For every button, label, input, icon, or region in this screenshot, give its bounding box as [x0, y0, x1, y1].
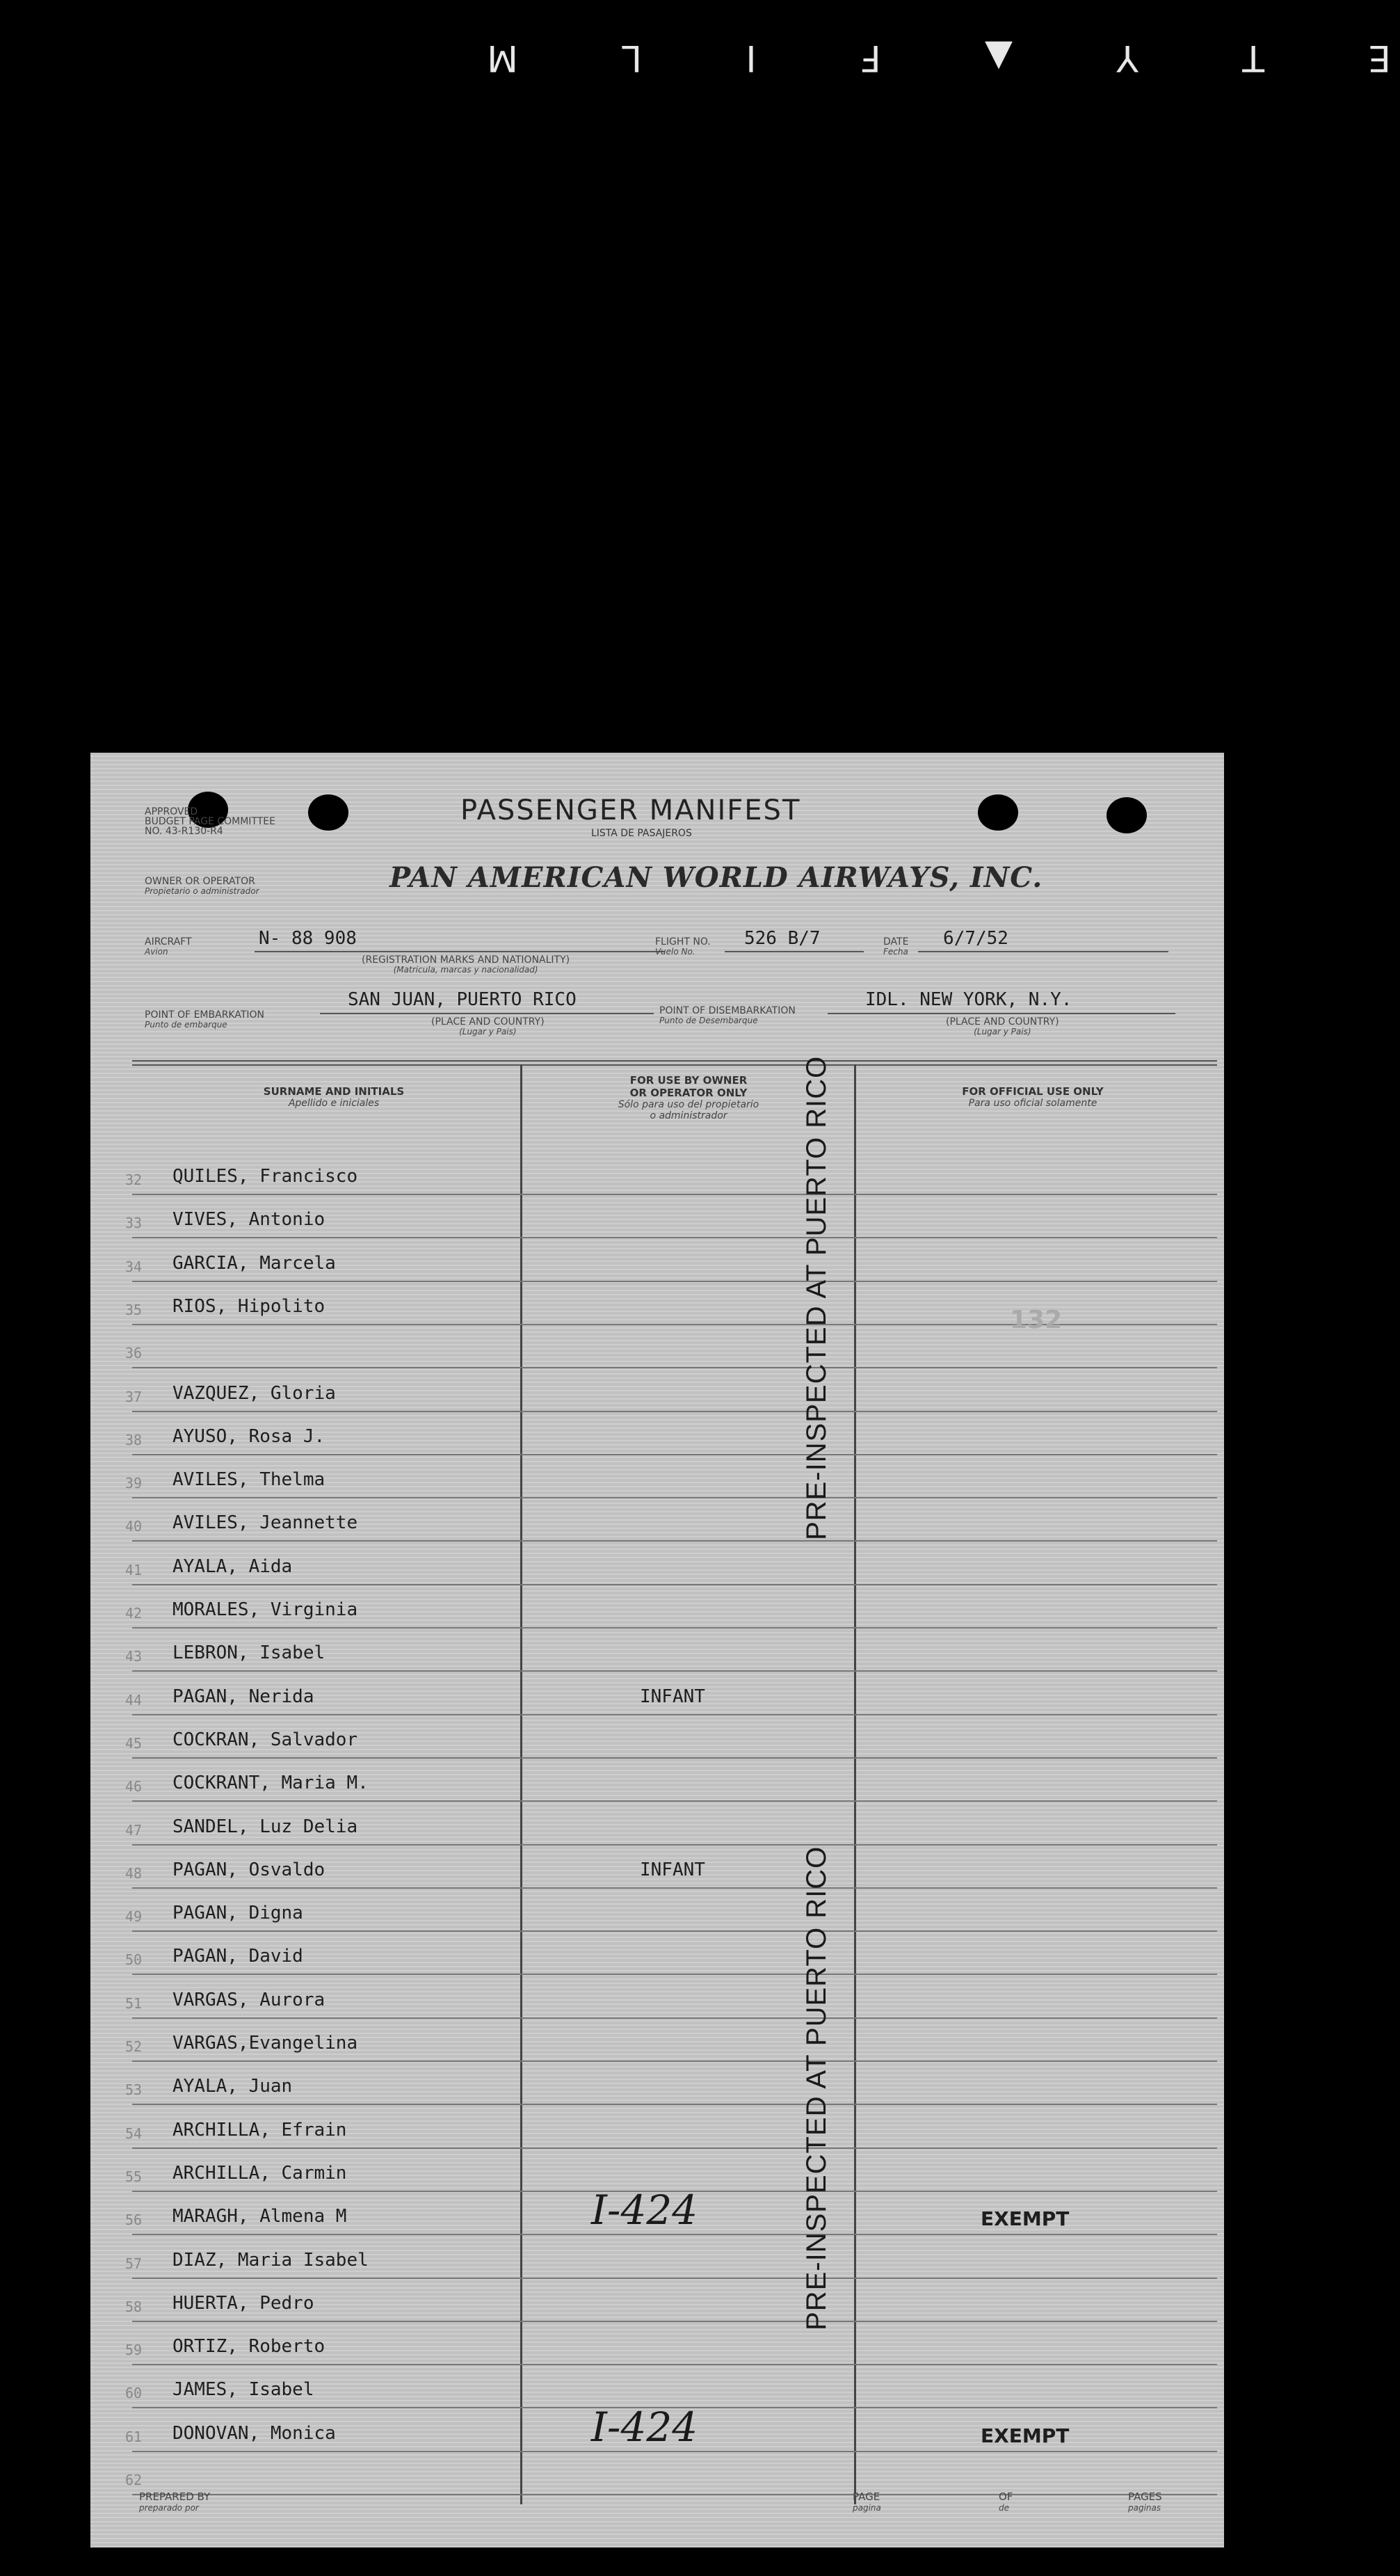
passenger-name: VAZQUEZ, Gloria	[172, 1382, 336, 1404]
row-rule	[132, 2061, 1217, 2062]
passenger-name: LEBRON, Isabel	[172, 1642, 325, 1664]
row-number: 38	[125, 1431, 143, 1448]
row-rule	[132, 1627, 1217, 1629]
passenger-name: HUERTA, Pedro	[172, 2292, 314, 2314]
aircraft-label: AIRCRAFT Avion	[145, 936, 192, 957]
disembark-sub: (PLACE AND COUNTRY) (Lugar y Pais)	[946, 1016, 1059, 1037]
row-rule	[132, 1281, 1217, 1282]
row-rule	[132, 1454, 1217, 1455]
film-header-letter: I	[746, 37, 757, 79]
passenger-name: PAGAN, Digna	[172, 1903, 303, 1924]
row-number: 59	[125, 2342, 143, 2359]
embark-label: POINT OF EMBARKATION Punto de embarque	[145, 1009, 265, 1030]
film-header-letter: M	[487, 37, 518, 79]
passenger-name: COCKRANT, Maria M.	[172, 1773, 369, 1794]
row-rule	[132, 1930, 1217, 1932]
row-number: 46	[125, 1778, 143, 1795]
row-rule	[132, 1800, 1217, 1802]
passenger-name: AYALA, Aida	[172, 1555, 293, 1577]
passenger-name: ARCHILLA, Efrain	[172, 2119, 347, 2141]
disembark-value: IDL. NEW YORK, N.Y.	[865, 989, 1072, 1010]
row-rule	[132, 1714, 1217, 1715]
row-number: 55	[125, 2168, 143, 2185]
flight-value: 526 B/7	[744, 928, 821, 949]
passenger-name: COCKRAN, Salvador	[172, 1729, 358, 1750]
film-header-letter: ▲	[985, 37, 1013, 79]
row-rule	[132, 1194, 1217, 1195]
row-rule	[132, 2104, 1217, 2105]
film-header-letter: Y	[1116, 37, 1138, 79]
table-top-rule	[132, 1060, 1217, 1066]
date-label: DATE Fecha	[883, 936, 909, 957]
punch-hole	[978, 794, 1018, 831]
row-number: 53	[125, 2081, 143, 2099]
row-number: 32	[125, 1171, 143, 1188]
ghost-number: 132	[1010, 1306, 1063, 1334]
flight-label: FLIGHT NO. Vuelo No.	[655, 936, 711, 957]
disembark-label: POINT OF DISEMBARKATION Punto de Desembarque	[659, 1005, 796, 1025]
passenger-name: DIAZ, Maria Isabel	[172, 2249, 369, 2271]
official-column-header: FOR OFFICIAL USE ONLY Para uso oficial solamente	[962, 1085, 1104, 1109]
row-number: 49	[125, 1908, 143, 1926]
row-rule	[132, 1887, 1217, 1889]
row-rule	[132, 1367, 1217, 1368]
passenger-name: RIOS, Hipolito	[172, 1295, 325, 1317]
row-number: 58	[125, 2298, 143, 2315]
row-number: 47	[125, 1821, 143, 1839]
passenger-name: AYALA, Juan	[172, 2076, 293, 2097]
row-number: 56	[125, 2211, 143, 2229]
row-rule	[132, 2147, 1217, 2149]
passenger-name: ARCHILLA, Carmin	[172, 2162, 347, 2184]
row-rule	[132, 2278, 1217, 2279]
passenger-name: JAMES, Isabel	[172, 2379, 314, 2401]
film-header-letter: E	[1368, 37, 1391, 79]
row-number: 62	[125, 2472, 143, 2488]
passenger-name: DONOVAN, Monica	[172, 2422, 336, 2444]
passenger-name: AVILES, Jeannette	[172, 1512, 358, 1534]
punch-hole	[1107, 797, 1147, 833]
embark-sub: (PLACE AND COUNTRY) (Lugar y Pais)	[431, 1016, 545, 1037]
official-status: EXEMPT	[981, 2207, 1070, 2231]
row-number: 60	[125, 2385, 143, 2402]
row-rule	[132, 2321, 1217, 2322]
film-header-letter: L	[622, 37, 643, 79]
passenger-name: SANDEL, Luz Delia	[172, 1816, 358, 1837]
owner-note: INFANT	[640, 1859, 705, 1880]
manifest-paper	[90, 753, 1224, 2547]
passenger-name: AVILES, Thelma	[172, 1469, 325, 1491]
row-rule	[132, 1411, 1217, 1412]
passenger-name: AYUSO, Rosa J.	[172, 1425, 325, 1447]
passenger-name: ORTIZ, Roberto	[172, 2336, 325, 2358]
page-label: PAGE pagina	[853, 2490, 881, 2513]
row-rule	[132, 1540, 1217, 1542]
row-number: 33	[125, 1215, 143, 1232]
row-number: 52	[125, 2038, 143, 2055]
passenger-name: PAGAN, Osvaldo	[172, 1859, 325, 1880]
passenger-name: QUILES, Francisco	[172, 1166, 358, 1187]
passenger-name: GARCIA, Marcela	[172, 1252, 336, 1274]
passenger-name: VIVES, Antonio	[172, 1209, 325, 1231]
date-value: 6/7/52	[943, 928, 1008, 949]
row-number: 44	[125, 1691, 143, 1709]
passenger-name: VARGAS, Aurora	[172, 1989, 325, 2010]
row-number: 35	[125, 1301, 143, 1318]
pre-inspection-stamp: PRE-INSPECTED AT PUERTO RICO	[801, 1055, 832, 1540]
pages-label: PAGES paginas	[1128, 2490, 1162, 2513]
owner-label: OWNER OR OPERATOR Propietario o administrador	[145, 876, 259, 896]
row-rule	[132, 1974, 1217, 1975]
row-number: 57	[125, 2255, 143, 2272]
film-header-letter: F	[860, 37, 881, 79]
row-rule	[132, 1844, 1217, 1846]
row-number: 48	[125, 1864, 143, 1882]
row-number: 45	[125, 1734, 143, 1752]
form-number-handwritten: I-424	[591, 2403, 698, 2451]
film-header	[487, 26, 1391, 89]
film-header-letter: T	[1242, 37, 1264, 79]
row-number: 51	[125, 1994, 143, 2012]
approval-note: APPROVED BUDGET PAGE COMMITTEE NO. 43-R130-R4	[145, 806, 275, 837]
row-number: 50	[125, 1951, 143, 1969]
owner-note: INFANT	[640, 1686, 705, 1707]
pre-inspection-stamp: PRE-INSPECTED AT PUERTO RICO	[801, 1846, 832, 2330]
row-number: 41	[125, 1561, 143, 1578]
owner-value: PAN AMERICAN WORLD AIRWAYS, INC.	[389, 861, 1043, 894]
row-rule	[132, 2234, 1217, 2235]
row-rule	[132, 1237, 1217, 1238]
embark-value: SAN JUAN, PUERTO RICO	[348, 989, 577, 1010]
row-rule	[132, 2364, 1217, 2365]
of-label: OF de	[999, 2490, 1013, 2513]
name-column-header: SURNAME AND INITIALS Apellido e iniciales	[263, 1085, 405, 1109]
passenger-name: VARGAS,Evangelina	[172, 2033, 358, 2054]
row-rule	[132, 2017, 1217, 2019]
row-rule	[132, 1670, 1217, 1672]
aircraft-value: N- 88 908	[259, 928, 357, 949]
passenger-name: MARAGH, Almena M	[172, 2206, 347, 2227]
row-rule	[132, 1497, 1217, 1498]
passenger-name: PAGAN, Nerida	[172, 1686, 314, 1707]
passenger-name: MORALES, Virginia	[172, 1599, 358, 1620]
aircraft-sub: (REGISTRATION MARKS AND NATIONALITY) (Matricula, marcas y nacionalidad)	[362, 954, 570, 975]
row-number: 61	[125, 2428, 143, 2445]
row-rule	[132, 2494, 1217, 2495]
row-number: 39	[125, 1475, 143, 1492]
row-number: 36	[125, 1345, 143, 1362]
punch-hole	[308, 794, 348, 831]
row-number: 37	[125, 1388, 143, 1405]
official-status: EXEMPT	[981, 2424, 1070, 2447]
row-rule	[132, 1757, 1217, 1759]
page-title: PASSENGER MANIFEST	[460, 794, 801, 826]
row-number: 43	[125, 1648, 143, 1665]
row-rule	[132, 2451, 1217, 2452]
owner-column-header: FOR USE BY OWNER OR OPERATOR ONLY Sólo para uso del propietario o administrador	[618, 1074, 759, 1121]
page-subtitle: LISTA DE PASAJEROS	[591, 828, 692, 839]
row-number: 40	[125, 1518, 143, 1535]
passenger-name: PAGAN, David	[172, 1946, 303, 1967]
row-rule	[132, 1584, 1217, 1585]
form-number-handwritten: I-424	[591, 2186, 698, 2234]
row-number: 34	[125, 1258, 143, 1275]
prepared-by-label: PREPARED BY preparado por	[139, 2490, 211, 2513]
row-number: 54	[125, 2125, 143, 2142]
row-number: 42	[125, 1605, 143, 1622]
